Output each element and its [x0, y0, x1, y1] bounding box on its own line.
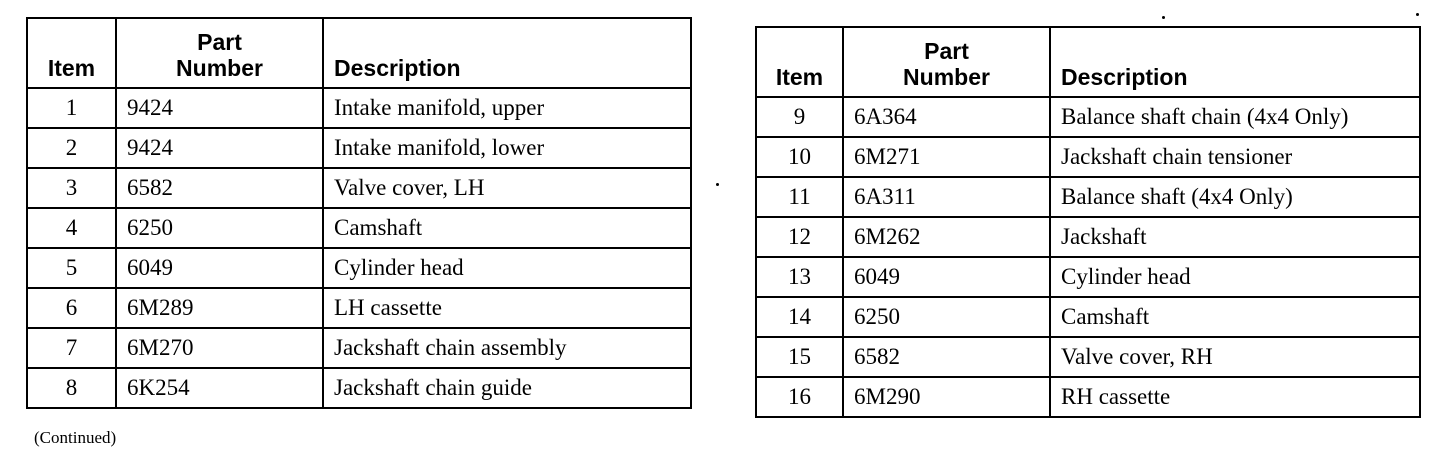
item-cell: 6 — [27, 288, 116, 328]
table-row — [756, 337, 1420, 377]
item-cell: 2 — [27, 128, 116, 168]
table-row — [756, 97, 1420, 137]
description-cell: Camshaft — [323, 208, 691, 248]
item-cell: 16 — [756, 377, 843, 417]
item-cell: 1 — [27, 88, 116, 128]
description-cell: Jackshaft chain guide — [323, 368, 691, 408]
part-number-cell: 6049 — [843, 257, 1050, 297]
table-header-row — [756, 27, 1420, 97]
header-part-number: Part Number — [843, 27, 1050, 97]
part-number-cell: 6582 — [116, 168, 323, 208]
description-cell: Camshaft — [1050, 297, 1420, 337]
description-cell: RH cassette — [1050, 377, 1420, 417]
description-cell: Cylinder head — [323, 248, 691, 288]
item-cell: 3 — [27, 168, 116, 208]
item-cell: 5 — [27, 248, 116, 288]
table-row — [756, 177, 1420, 217]
table-row — [27, 248, 691, 288]
part-number-cell: 6A311 — [843, 177, 1050, 217]
description-cell: Valve cover, LH — [323, 168, 691, 208]
header-description: Description — [1050, 27, 1420, 97]
table-row — [756, 137, 1420, 177]
scan-speck — [1416, 13, 1419, 16]
part-number-cell: 9424 — [116, 128, 323, 168]
scan-speck — [1162, 16, 1165, 19]
table-row — [756, 297, 1420, 337]
item-cell: 15 — [756, 337, 843, 377]
description-cell: Valve cover, RH — [1050, 337, 1420, 377]
item-cell: 8 — [27, 368, 116, 408]
part-number-cell: 6M262 — [843, 217, 1050, 257]
table-row — [756, 377, 1420, 417]
parts-table-left — [26, 17, 692, 409]
header-item: Item — [27, 18, 116, 88]
table-row — [27, 368, 691, 408]
table-row — [756, 257, 1420, 297]
table-row — [27, 168, 691, 208]
description-cell: Balance shaft (4x4 Only) — [1050, 177, 1420, 217]
part-number-cell: 6M290 — [843, 377, 1050, 417]
item-cell: 14 — [756, 297, 843, 337]
description-cell: Jackshaft chain tensioner — [1050, 137, 1420, 177]
table-row — [27, 328, 691, 368]
item-cell: 4 — [27, 208, 116, 248]
part-number-cell: 9424 — [116, 88, 323, 128]
continued-note: (Continued) — [34, 428, 117, 447]
item-cell: 11 — [756, 177, 843, 217]
item-cell: 10 — [756, 137, 843, 177]
item-cell: 7 — [27, 328, 116, 368]
part-number-cell: 6250 — [843, 297, 1050, 337]
part-number-cell: 6049 — [116, 248, 323, 288]
parts-table-right — [755, 26, 1421, 418]
header-item: Item — [756, 27, 843, 97]
description-cell: Balance shaft chain (4x4 Only) — [1050, 97, 1420, 137]
table-row — [27, 288, 691, 328]
header-description: Description — [323, 18, 691, 88]
part-number-cell: 6A364 — [843, 97, 1050, 137]
part-number-cell: 6M289 — [116, 288, 323, 328]
description-cell: Intake manifold, lower — [323, 128, 691, 168]
part-number-cell: 6M271 — [843, 137, 1050, 177]
scan-speck — [716, 183, 719, 186]
header-part-number: Part Number — [116, 18, 323, 88]
table-row — [27, 128, 691, 168]
table-row — [27, 208, 691, 248]
item-cell: 12 — [756, 217, 843, 257]
description-cell: Jackshaft chain assembly — [323, 328, 691, 368]
item-cell: 9 — [756, 97, 843, 137]
part-number-cell: 6K254 — [116, 368, 323, 408]
part-number-cell: 6M270 — [116, 328, 323, 368]
table-row — [27, 88, 691, 128]
table-header-row — [27, 18, 691, 88]
description-cell: Intake manifold, upper — [323, 88, 691, 128]
part-number-cell: 6250 — [116, 208, 323, 248]
description-cell: Jackshaft — [1050, 217, 1420, 257]
table-row — [756, 217, 1420, 257]
description-cell: Cylinder head — [1050, 257, 1420, 297]
description-cell: LH cassette — [323, 288, 691, 328]
part-number-cell: 6582 — [843, 337, 1050, 377]
item-cell: 13 — [756, 257, 843, 297]
